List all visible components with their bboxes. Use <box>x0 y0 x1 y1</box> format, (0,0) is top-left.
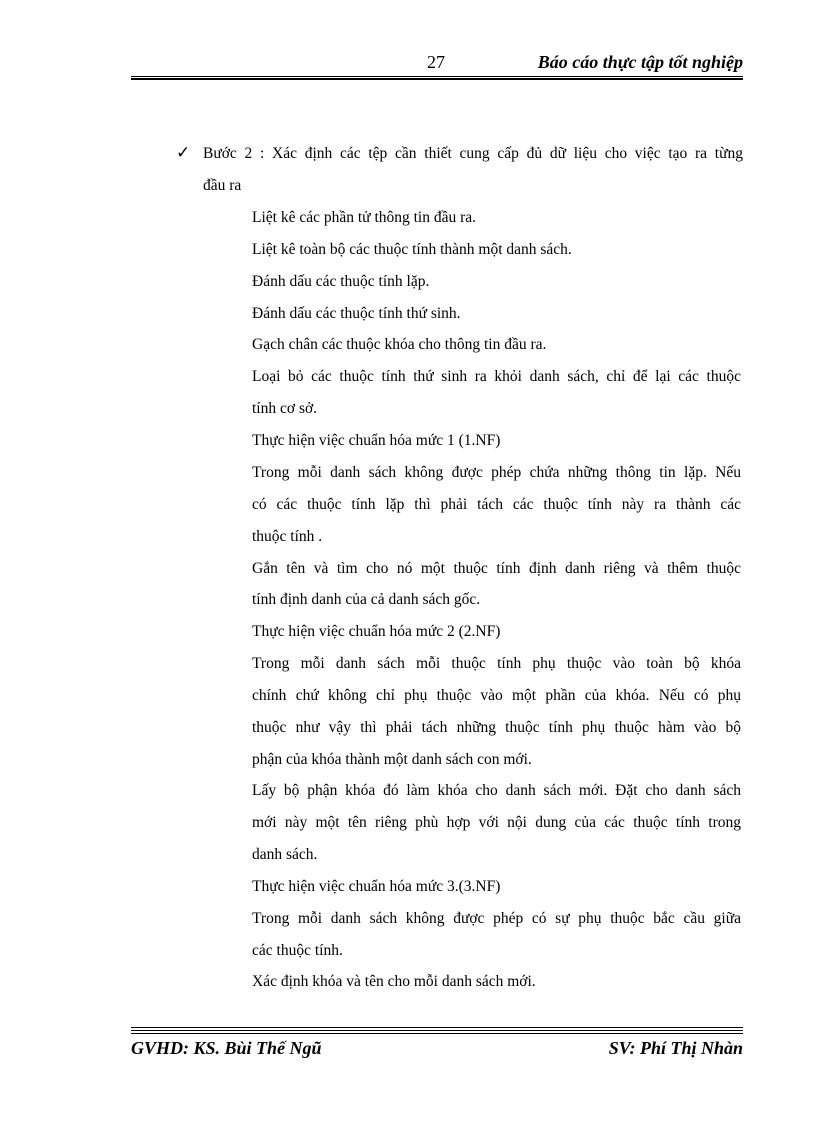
student-name: SV: Phí Thị Nhàn <box>608 1038 743 1058</box>
body-line: Loại bỏ các thuộc tính thứ sinh ra khỏi danh sách, chỉ để lại các thuộc <box>252 368 741 385</box>
body-line: Lấy bộ phận khóa đó làm khóa cho danh sách mới. Đặt cho danh sách <box>252 782 741 799</box>
body-line: Gắn tên và tìm cho nó một thuộc tính định danh riêng và thêm thuộc <box>252 560 741 577</box>
body-line: Thực hiện việc chuẩn hóa mức 1 (1.NF) <box>252 432 501 449</box>
page-header <box>131 52 743 78</box>
body-line: mới này một tên riêng phù hợp với nội dung của các thuộc tính trong <box>252 814 741 831</box>
body-line: Đánh dấu các thuộc tính lặp. <box>252 273 430 290</box>
body-line: tính cơ sở. <box>252 400 318 417</box>
body-line: Liệt kê toàn bộ các thuộc tính thành một danh sách. <box>252 241 572 258</box>
body-line: Xác định khóa và tên cho mỗi danh sách mới. <box>252 973 536 990</box>
page-number: 27 <box>427 52 445 72</box>
step-line-2: đầu ra <box>203 177 242 194</box>
body-line: thuộc như vậy thì phải tách những thuộc tính phụ thuộc hàm vào bộ <box>252 719 741 736</box>
body-line: các thuộc tính. <box>252 942 343 959</box>
body-line: có các thuộc tính lặp thì phải tách các thuộc tính này ra thành các <box>252 496 741 513</box>
footer-divider <box>131 1030 743 1034</box>
body-line: danh sách. <box>252 846 318 863</box>
body-line: Gạch chân các thuộc khóa cho thông tin đầu ra. <box>252 336 547 353</box>
check-icon: ✓ <box>176 143 191 163</box>
body-line: Thực hiện việc chuẩn hóa mức 2 (2.NF) <box>252 623 501 640</box>
report-title: Báo cáo thực tập tốt nghiệp <box>537 52 743 72</box>
body-line: thuộc tính . <box>252 528 323 545</box>
body-line: phận của khóa thành một danh sách con mới. <box>252 751 532 768</box>
step-line-1: Bước 2 : Xác định các tệp cần thiết cung cấp đủ dữ liệu cho việc tạo ra từng <box>203 145 743 162</box>
body-line: Đánh dấu các thuộc tính thứ sinh. <box>252 305 461 322</box>
body-line: Trong mỗi danh sách không được phép có sự phụ thuộc bắc cầu giữa <box>252 910 741 927</box>
body-line: Liệt kê các phần tử thông tin đầu ra. <box>252 209 477 226</box>
footer-divider-top <box>131 1027 743 1028</box>
header-divider <box>131 76 743 80</box>
body-line: chính chứ không chỉ phụ thuộc vào một phần của khóa. Nếu có phụ <box>252 687 741 704</box>
body-line: Trong mỗi danh sách mỗi thuộc tính phụ thuộc vào toàn bộ khóa <box>252 655 741 672</box>
supervisor-name: GVHD: KS. Bùi Thế Ngũ <box>131 1038 322 1058</box>
body-line: Trong mỗi danh sách không được phép chứa những thông tin lặp. Nếu <box>252 464 741 481</box>
body-line: tính định danh của cả danh sách gốc. <box>252 591 481 608</box>
body-line: Thực hiện việc chuẩn hóa mức 3.(3.NF) <box>252 878 501 895</box>
